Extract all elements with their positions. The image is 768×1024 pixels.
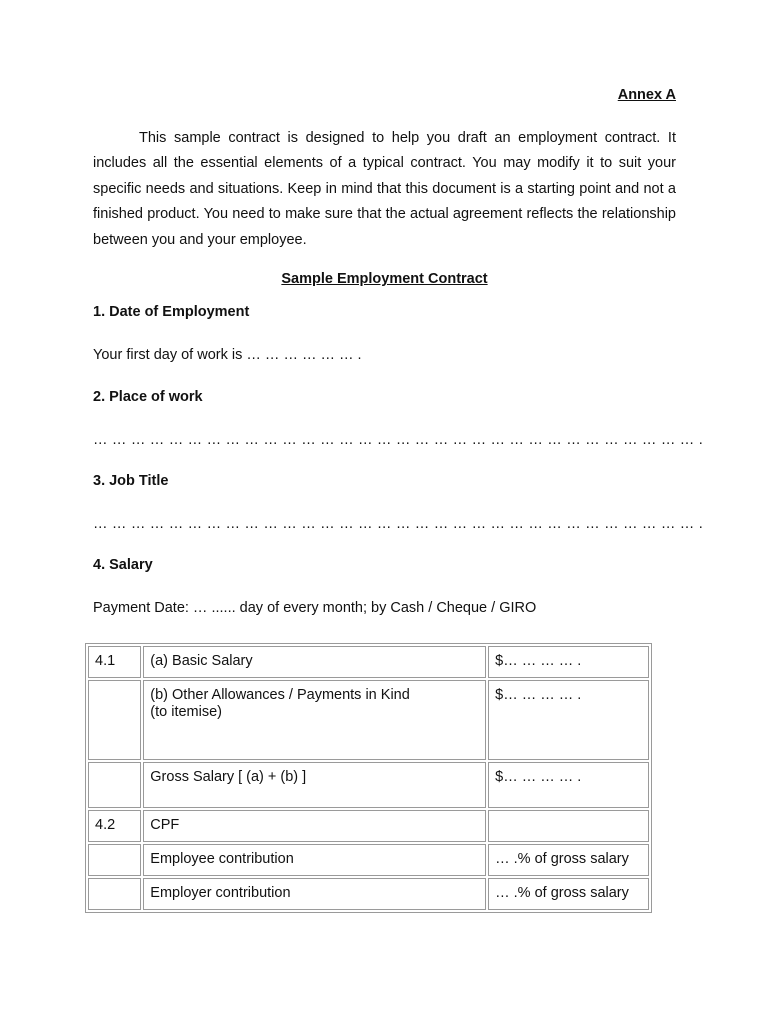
table-row	[88, 680, 649, 760]
table-row	[88, 844, 649, 876]
row-number-cell	[88, 680, 141, 760]
section-heading-salary: 4. Salary	[93, 557, 153, 573]
intro-paragraph: This sample contract is designed to help you draft an employment contract. It includes all the essential elements of a typical contract. You may modify it to suit your specific needs and situations. Keep in mind that this document is a starting point and not a finished product. You need to make sure that the actual agreement reflects the relationship between you and your employee.	[93, 130, 676, 248]
row-number-cell: 4.1	[88, 646, 141, 678]
item-cell: (a) Basic Salary	[143, 646, 486, 678]
value-cell: $… … … … .	[488, 680, 649, 760]
item-cell: CPF	[143, 810, 486, 842]
item-cell: Employee contribution	[143, 844, 486, 876]
section-heading-job-title: 3. Job Title	[93, 473, 169, 489]
item-cell: Gross Salary [ (a) + (b) ]	[143, 762, 486, 808]
section-heading-date-of-employment: 1. Date of Employment	[93, 304, 250, 320]
value-cell: … .% of gross salary	[488, 844, 649, 876]
annex-label: Annex A	[617, 87, 676, 103]
item-line-1: (b) Other Allowances / Payments in Kind	[150, 687, 410, 703]
value-cell: $… … … … .	[488, 646, 649, 678]
value-cell	[488, 810, 649, 842]
value-cell: $… … … … .	[488, 762, 649, 808]
row-number-cell	[88, 878, 141, 910]
table-row	[88, 810, 649, 842]
item-cell	[143, 680, 486, 760]
table-row	[88, 762, 649, 808]
item-line-2: (to itemise)	[150, 704, 222, 720]
place-of-work-blank: … … … … … … … … … … … … … … … … … … … … … … … … … … … … … … … … .	[93, 432, 703, 448]
item-cell: Employer contribution	[143, 878, 486, 910]
job-title-blank: … … … … … … … … … … … … … … … … … … … … … … … … … … … … … … … … .	[93, 516, 703, 532]
row-number-cell	[88, 762, 141, 808]
contract-title: Sample Employment Contract	[281, 271, 488, 287]
row-number-cell: 4.2	[88, 810, 141, 842]
salary-table	[85, 643, 652, 913]
table-row	[88, 646, 649, 678]
value-cell: … .% of gross salary	[488, 878, 649, 910]
section-heading-place-of-work: 2. Place of work	[93, 389, 203, 405]
row-number-cell	[88, 844, 141, 876]
first-day-of-work-text: Your first day of work is … … … … … … .	[93, 347, 362, 363]
payment-date-text: Payment Date: … ...... day of every month; by Cash / Cheque / GIRO	[93, 600, 537, 616]
table-row	[88, 878, 649, 910]
